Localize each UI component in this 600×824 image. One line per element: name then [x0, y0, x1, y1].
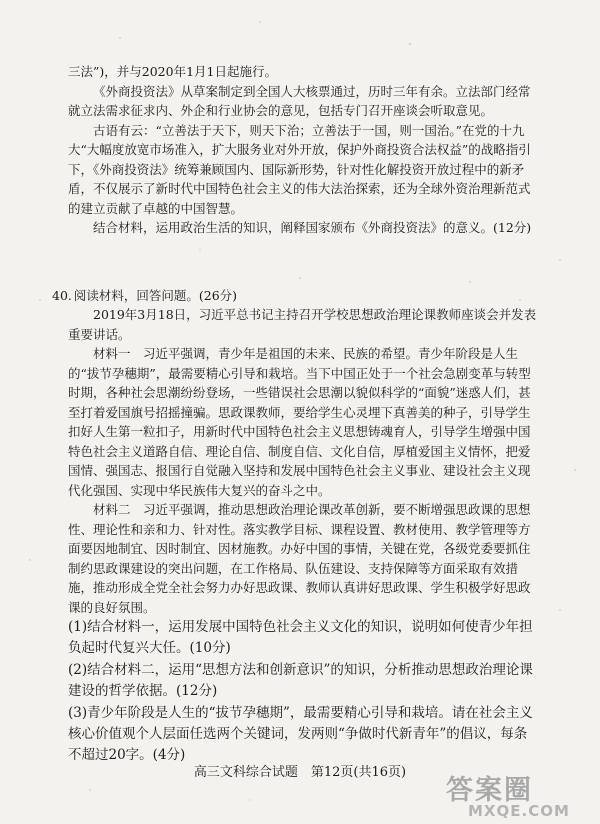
question-40-heading — [52, 286, 538, 306]
question-title: 阅读材料，回答问题。(26分) — [73, 287, 238, 303]
law-significance-paragraph: 古语有云：“立善法于天下，则天下治；立善法于一国，则一国治。”在党的十九大“大幅度放宽市场准入，扩大服务业对外开放，保护外商投资合法权益”的战略指引下，《外商投资法》统筹兼顾国内、国际新形势，针对性化解投资开放过程中的新矛盾，不仅展示了新时代中国特色社会主义的伟大法治探索，还为全球外资治理新范式的建立贡献了卓越的中国智慧。 — [68, 122, 531, 216]
law-background-paragraph: 《外商投资法》从草案制定到全国人大核票通过，历时三年有余。立法部门经常就立法需求征求内、外企和行业协会的意见，包括专门召开座谈会听取意见。 — [68, 83, 531, 118]
sub-question-3: (3)青少年阶段是人生的“拔节孕穗期”，最需要精心引导和栽培。请在社会主义核心价值观个人层面任选两个关键词，发两则“争做时代新青年”的倡议，每条不超过20字。(4分) — [68, 705, 533, 763]
sub-question-2: (2)结合材料二，运用“思想方法和创新意识”的知识，分析推动思想政治理论课建设的哲学依据。(12分) — [68, 662, 533, 699]
watermark-url: MXQE.COM — [468, 802, 570, 820]
sub-question-1: (1)结合材料一，运用发展中国特色社会主义文化的知识，说明如何使青少年担负起时代复兴大任。(10分) — [68, 619, 533, 656]
page-footer: 高三文科综合试题 第12页(共16页) — [193, 765, 407, 780]
watermark-text: 答案圈 — [446, 775, 533, 806]
material-one: 材料一 习近平强调，青少年是祖国的未来、民族的希望。青少年阶段是人生的“拔节孕穗期”，最需要精心引导和栽培。当下中国正处于一个社会急剧变革与转型时期，各种社会思潮纷纷登场，一些错误社会思潮以貌似科学的“面貌”迷惑人们，甚至打着爱国旗号招摇撞骗。思政课教师，要给学生心灵埋下真善美的种子，引导学生扣好人生第一粒扣子，用新时代中国特色社会主义思想铸魂育人，引导学生增强中国特色社会主义道路自信、理论自信、制度自信、文化自信，厚植爱国主义情怀，把爱国情、强国志、报国行自觉融入坚持和发展中国特色社会主义事业、建设社会主义现代化强国、实现中华民族伟大复兴的奋斗之中。 — [68, 346, 531, 498]
question-39-prompt: 结合材料，运用政治生活的知识，阐释国家颁布《外商投资法》的意义。(12分) — [93, 220, 532, 235]
question-number: 40. — [52, 287, 72, 303]
continuation-line: 三法”)，并与2020年1月1日起施行。 — [68, 64, 277, 79]
question-40-intro: 2019年3月18日，习近平总书记主持召开学校思想政治理论课教师座谈会并发表重要讲话。 — [68, 307, 537, 342]
material-two: 材料二 习近平强调，推动思想政治理论课改革创新，要不断增强思政课的思想性、理论性和亲和力、针对性。落实教学目标、课程设置、教材使用、教学管理等方面要因地制宜、因时制宜、因材施教。办好中国的事情，关键在党，各级党委要抓住制约思政课建设的突出问题，在工作格局、队伍建设、支持保障等方面采取有效措施，推动形成全党全社会努力办好思政课、教师认真讲好思政课、学生积极学好思政课的良好氛围。 — [68, 502, 531, 615]
watermark-logo — [438, 766, 588, 822]
question-body — [52, 62, 538, 766]
